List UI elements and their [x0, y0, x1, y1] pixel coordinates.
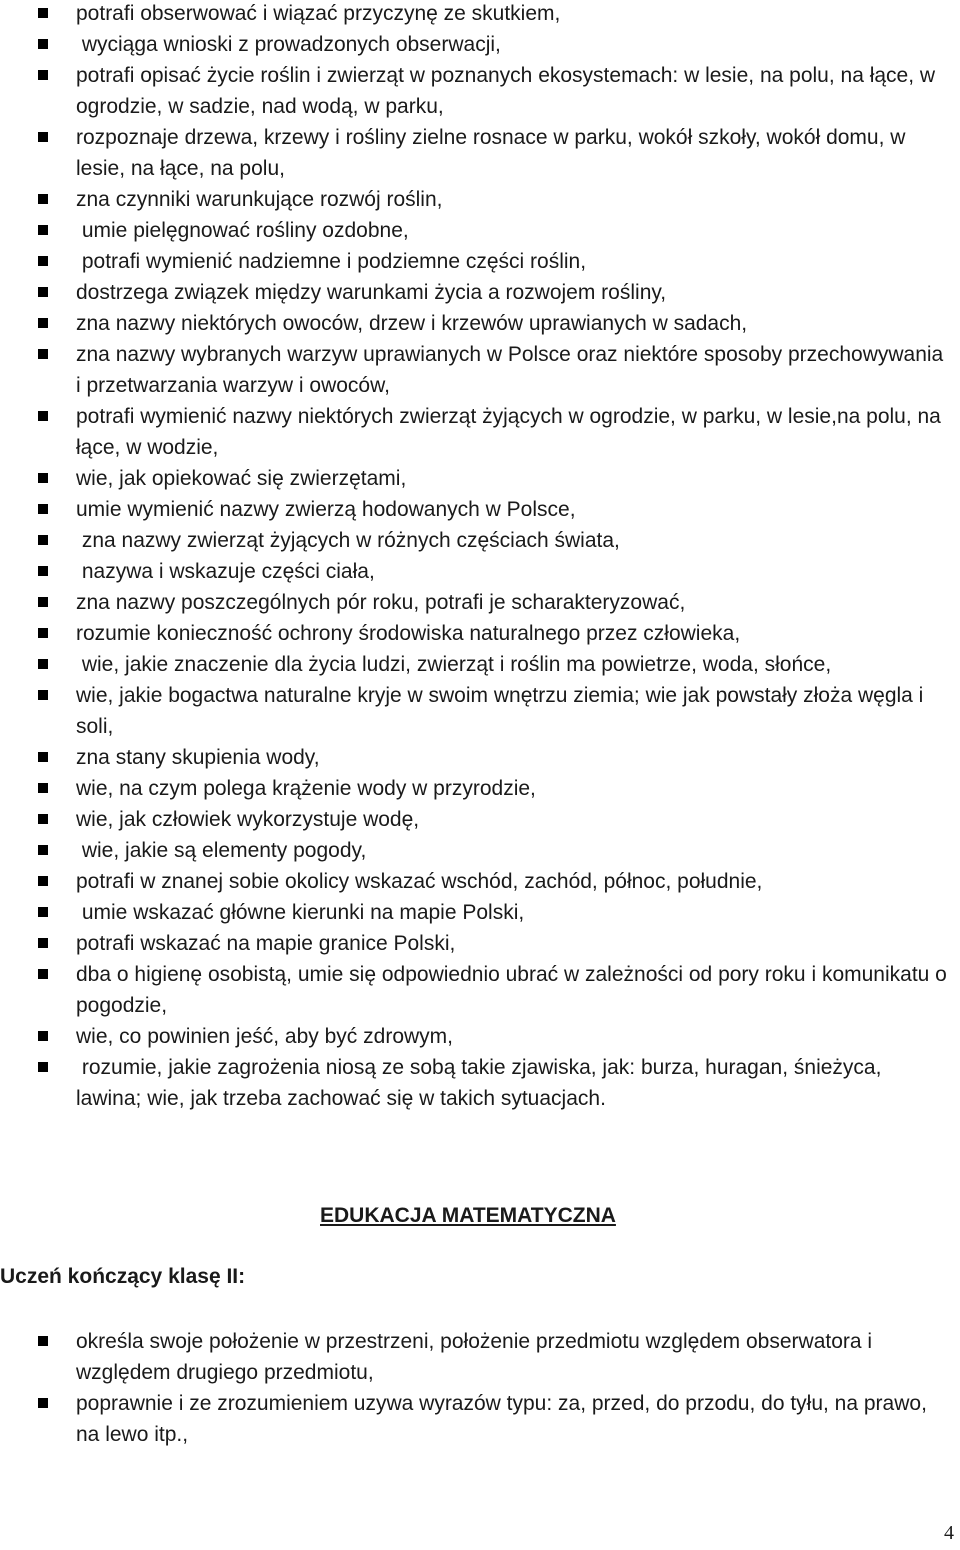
list-item-text: zna czynniki warunkujące rozwój roślin,: [76, 188, 443, 211]
square-bullet-icon: [38, 597, 48, 607]
list-item-text: poprawnie i ze zrozumieniem uzywa wyrazów typu: za, przed, do przodu, do tyłu, na prawo, na lewo itp.,: [76, 1392, 933, 1446]
list-item-text: wie, jak opiekować się zwierzętami,: [76, 467, 407, 490]
list-item: [0, 1388, 960, 1450]
square-bullet-icon: [38, 39, 48, 49]
list-item: [0, 308, 960, 339]
square-bullet-icon: [38, 504, 48, 514]
square-bullet-icon: [38, 752, 48, 762]
list-item-text: wie, co powinien jeść, aby być zdrowym,: [76, 1025, 453, 1048]
list-item: [0, 0, 960, 29]
list-item: [0, 215, 960, 246]
square-bullet-icon: [38, 349, 48, 359]
square-bullet-icon: [38, 1336, 48, 1346]
square-bullet-icon: [38, 659, 48, 669]
square-bullet-icon: [38, 225, 48, 235]
list-item-text: potrafi obserwować i wiązać przyczynę ze skutkiem,: [76, 2, 561, 25]
list-item-text: potrafi wymienić nadziemne i podziemne części roślin,: [76, 250, 587, 273]
square-bullet-icon: [38, 318, 48, 328]
list-item: [0, 587, 960, 618]
list-item: [0, 1052, 960, 1114]
square-bullet-icon: [38, 287, 48, 297]
list-item: [0, 618, 960, 649]
list-item-text: dostrzega związek między warunkami życia a rozwojem rośliny,: [76, 281, 667, 304]
square-bullet-icon: [38, 473, 48, 483]
skills-list-math: [0, 1326, 960, 1450]
list-item: [0, 773, 960, 804]
list-item: [0, 29, 960, 60]
list-item: [0, 959, 960, 1021]
list-item-text: wie, jak człowiek wykorzystuje wodę,: [76, 808, 420, 831]
list-item: [0, 525, 960, 556]
square-bullet-icon: [38, 8, 48, 18]
list-item: [0, 649, 960, 680]
page-number: 4: [944, 1522, 954, 1544]
square-bullet-icon: [38, 411, 48, 421]
list-item-text: wie, jakie znaczenie dla życia ludzi, zwierząt i roślin ma powietrze, woda, słońce,: [76, 653, 832, 676]
list-item-text: określa swoje położenie w przestrzeni, położenie przedmiotu względem obserwatora i względem drugiego przedmiotu,: [76, 1330, 878, 1384]
square-bullet-icon: [38, 876, 48, 886]
list-item-text: nazywa i wskazuje części ciała,: [76, 560, 375, 583]
square-bullet-icon: [38, 1062, 48, 1072]
student-label: Uczeń kończący klasę II:: [0, 1265, 246, 1288]
square-bullet-icon: [38, 256, 48, 266]
list-item-text: wyciąga wnioski z prowadzonych obserwacji,: [76, 33, 501, 56]
square-bullet-icon: [38, 845, 48, 855]
list-item-text: umie pielęgnować rośliny ozdobne,: [76, 219, 409, 242]
list-item-text: zna nazwy wybranych warzyw uprawianych w Polsce oraz niektóre sposoby przechowywania i przetwarzania warzyw i owoców,: [76, 343, 950, 397]
list-item: [0, 494, 960, 525]
square-bullet-icon: [38, 535, 48, 545]
list-item: [0, 246, 960, 277]
list-item: [0, 742, 960, 773]
square-bullet-icon: [38, 814, 48, 824]
list-item: [0, 277, 960, 308]
square-bullet-icon: [38, 690, 48, 700]
list-item: [0, 1326, 960, 1388]
square-bullet-icon: [38, 1398, 48, 1408]
list-item: [0, 897, 960, 928]
square-bullet-icon: [38, 907, 48, 917]
list-item: [0, 122, 960, 184]
list-item-text: rozpoznaje drzewa, krzewy i rośliny zielne rosnace w parku, wokół szkoły, wokół domu, w lesie, na łące, na polu,: [76, 126, 912, 180]
list-item-text: potrafi opisać życie roślin i zwierząt w poznanych ekosystemach: w lesie, na polu, na łące, w ogrodzie, w sadzie, nad wodą, w parku,: [76, 64, 941, 118]
list-item: [0, 60, 960, 122]
list-item: [0, 680, 960, 742]
list-item-text: umie wskazać główne kierunki na mapie Polski,: [76, 901, 525, 924]
square-bullet-icon: [38, 938, 48, 948]
square-bullet-icon: [38, 628, 48, 638]
list-item: [0, 463, 960, 494]
list-item-text: wie, jakie są elementy pogody,: [76, 839, 367, 862]
list-item: [0, 804, 960, 835]
section-heading: EDUKACJA MATEMATYCZNA: [320, 1204, 616, 1227]
list-item-text: potrafi wskazać na mapie granice Polski,: [76, 932, 456, 955]
list-item-text: umie wymienić nazwy zwierzą hodowanych w Polsce,: [76, 498, 576, 521]
list-item: [0, 835, 960, 866]
square-bullet-icon: [38, 132, 48, 142]
list-item: [0, 401, 960, 463]
list-item: [0, 1021, 960, 1052]
list-item-text: zna nazwy poszczególnych pór roku, potrafi je scharakteryzować,: [76, 591, 686, 614]
square-bullet-icon: [38, 1031, 48, 1041]
list-item: [0, 928, 960, 959]
list-item-text: zna nazwy niektórych owoców, drzew i krzewów uprawianych w sadach,: [76, 312, 748, 335]
list-item-text: wie, jakie bogactwa naturalne kryje w swoim wnętrzu ziemia; wie jak powstały złoża węgla i soli,: [76, 684, 930, 738]
list-item-text: wie, na czym polega krążenie wody w przyrodzie,: [76, 777, 536, 800]
square-bullet-icon: [38, 783, 48, 793]
square-bullet-icon: [38, 194, 48, 204]
list-item: [0, 184, 960, 215]
list-item-text: potrafi w znanej sobie okolicy wskazać wschód, zachód, północ, południe,: [76, 870, 763, 893]
list-item: [0, 556, 960, 587]
list-item: [0, 339, 960, 401]
list-item: [0, 866, 960, 897]
square-bullet-icon: [38, 969, 48, 979]
list-item-text: rozumie konieczność ochrony środowiska naturalnego przez człowieka,: [76, 622, 741, 645]
list-item-text: zna nazwy zwierząt żyjących w różnych częściach świata,: [76, 529, 620, 552]
list-item-text: dba o higienę osobistą, umie się odpowiednio ubrać w zależności od pory roku i komunikatu o pogodzie,: [76, 963, 953, 1017]
square-bullet-icon: [38, 566, 48, 576]
square-bullet-icon: [38, 70, 48, 80]
list-item-text: potrafi wymienić nazwy niektórych zwierząt żyjących w ogrodzie, w parku, w lesie,na polu, na łące, w wodzie,: [76, 405, 947, 459]
list-item-text: rozumie, jakie zagrożenia niosą ze sobą takie zjawiska, jak: burza, huragan, śnieżyca, lawina; wie, jak trzeba zachować się w takich sytuacjach.: [76, 1056, 888, 1110]
list-item-text: zna stany skupienia wody,: [76, 746, 320, 769]
